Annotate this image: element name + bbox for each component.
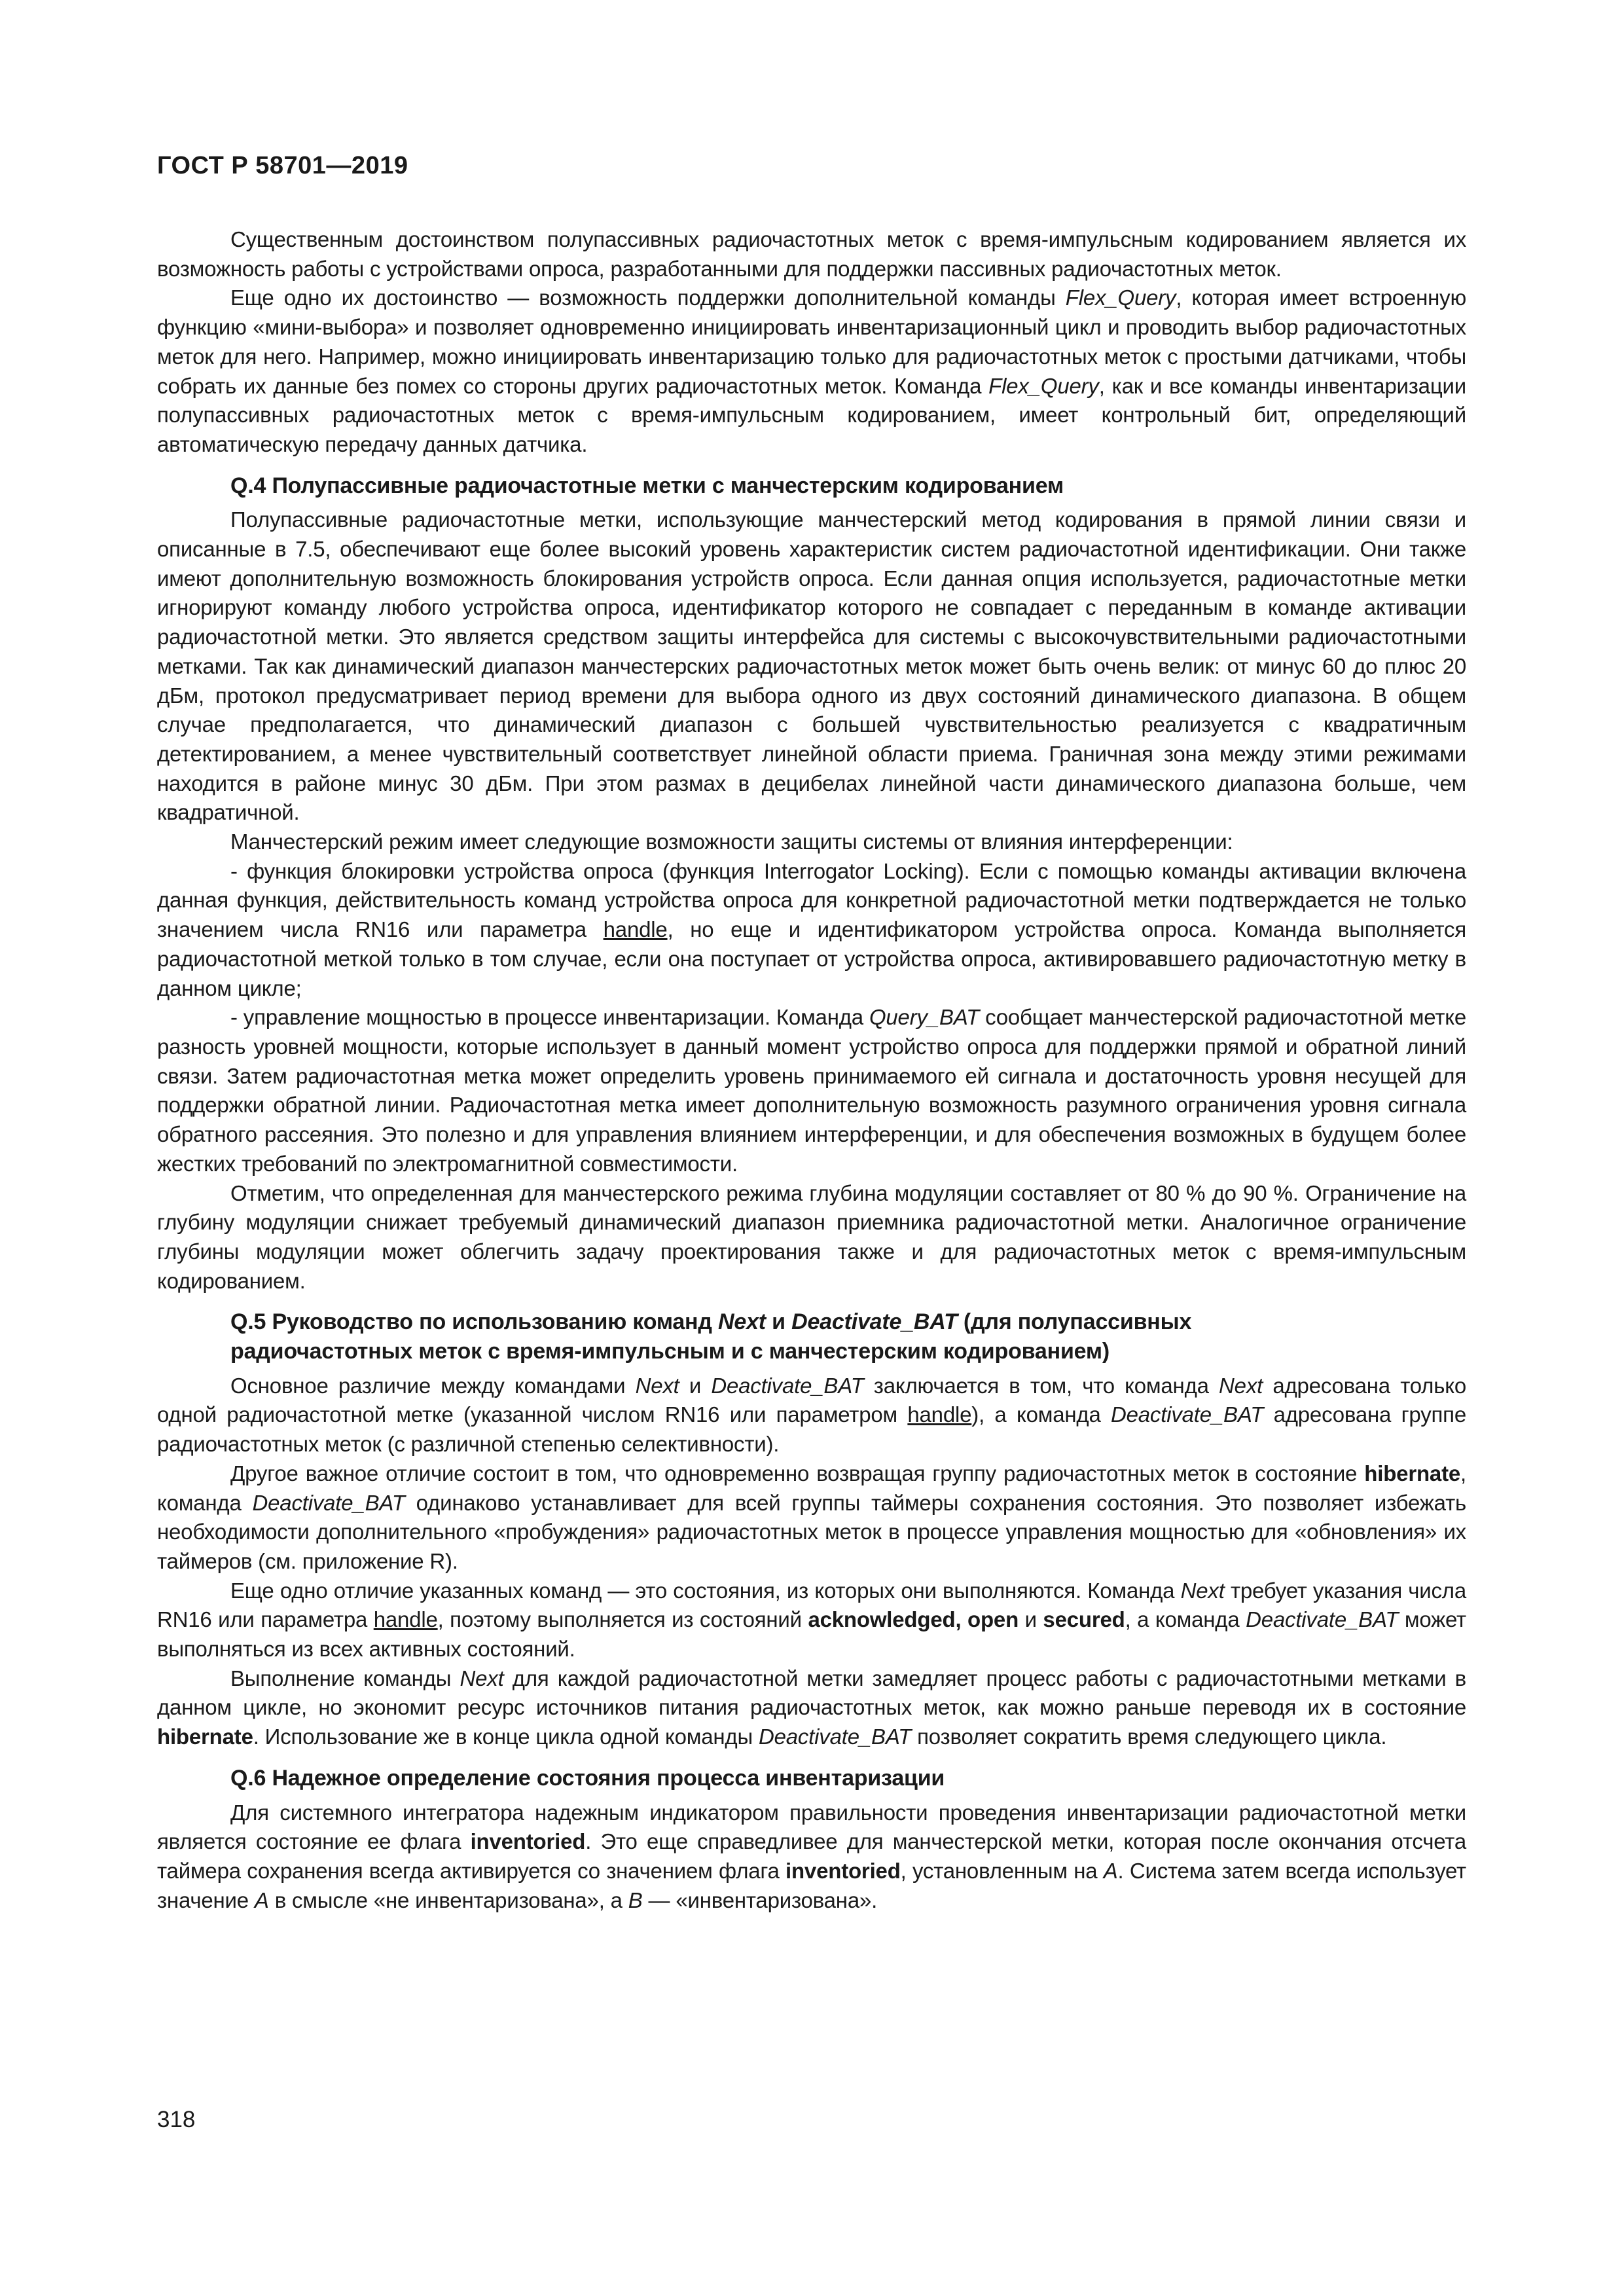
command-name: Deactivate_BAT — [1246, 1607, 1399, 1632]
state-name: secured — [1043, 1607, 1125, 1632]
flag-value: A — [254, 1887, 269, 1912]
paragraph: Для системного интегратора надежным индикатором правильности проведения инвентаризации радиочастотной метки является состояние ее флага inventoried. Это еще справедливее для манчестерской метки, которая после окончания отсчета таймера сохранения всегда активируется со значением флага inventoried, установленным на A. Система затем всегда использует значение A в смысле «не инвентаризована», а B — «инвентаризована». — [157, 1800, 1466, 1912]
paragraph: Манчестерский режим имеет следующие возможности защиты системы от влияния интерференции: — [230, 829, 1233, 854]
section-heading-q5: Q.5 Руководство по использованию команд Next и Deactivate_BAT (для полупассивных радиочастотных меток с время-импульсным и с манчестерским кодированием) — [230, 1309, 1192, 1364]
command-name: Deactivate_BAT — [758, 1724, 912, 1749]
paragraph: Другое важное отличие состоит в том, что одновременно возвращая группу радиочастотных меток в состояние hibernate, команда Deactivate_BAT одинаково устанавливает для всей группы таймеры сохранения состояния. Это позволяет избежать необходимости дополнительного «пробуждения» радиочастотных меток в процессе управления мощностью для «обновления» их таймеров (см. приложение R). — [157, 1461, 1466, 1573]
section-heading-q4: Q.4 Полупассивные радиочастотные метки с манчестерским кодированием — [230, 473, 1064, 498]
flag-value: B — [628, 1887, 643, 1912]
document-body — [157, 225, 1466, 1915]
command-name: Deactivate_BAT — [252, 1490, 405, 1515]
paragraph: Еще одно их достоинство — возможность поддержки дополнительной команды Flex_Query, которая имеет встроенную функцию «мини-выбора» и позволяет одновременно инициировать инвентаризационный цикл и проводить выбор радиочастотных меток для него. Например, можно инициировать инвентаризацию только для радиочастотных меток с простыми датчиками, чтобы собрать их данные без помех со стороны других радиочастотных меток. Команда Flex_Query, как и все команды инвентаризации полупассивных радиочастотных меток с время-импульсным кодированием, имеет контрольный бит, определяющий автоматическую передачу данных датчика. — [157, 285, 1466, 456]
param-name: handle — [907, 1402, 972, 1427]
command-name: Flex_Query — [988, 373, 1099, 398]
list-item: - функция блокировки устройства опроса (функция Interrogator Locking). Если с помощью команды активации включена данная функция, действительность команд устройства опроса для конкретной радиочастотной метки подтверждается не только значением числа RN16 или параметра handle, но еще и идентификатором устройства опроса. Команда выполняется радиочастотной меткой только в том случае, если она поступает от устройства опроса, активировавшего радиочастотную метку в данном цикле; — [157, 858, 1466, 1000]
paragraph: Основное различие между командами Next и Deactivate_BAT заключается в том, что команда Next адресована только одной радиочастотной метке (указанной числом RN16 или параметром handle), а команда Deactivate_BAT адресована группе радиочастотных меток (с различной степенью селективности). — [157, 1373, 1466, 1457]
list-item: - управление мощностью в процессе инвентаризации. Команда Query_BAT сообщает манчестерской радиочастотной метке разность уровней мощности, которые использует в данный момент устройство опроса для поддержки прямой и обратной линий связи. Затем радиочастотная метка может определить уровень принимаемого ей сигнала и достаточность уровня несущей для поддержки обратной линии. Радиочастотная метка имеет дополнительную возможность разумного ограничения уровня сигнала обратного рассеяния. Это полезно и для управления влиянием интерференции, и для обеспечения возможных в будущем более жестких требований по электромагнитной совместимости. — [157, 1005, 1467, 1176]
command-name: Query_BAT — [869, 1005, 980, 1030]
state-name: hibernate — [1364, 1461, 1461, 1485]
paragraph: Выполнение команды Next для каждой радиочастотной метки замедляет процесс работы с радиочастотными метками в данном цикле, но экономит ресурс источников питания радиочастотных меток, как можно раньше переводя их в состояние hibernate. Использование же в конце цикла одной команды Deactivate_BAT позволяет сократить время следующего цикла. — [157, 1666, 1466, 1749]
page-number: 318 — [157, 2107, 196, 2132]
state-name: acknowledged, open — [808, 1607, 1019, 1632]
paragraph: Существенным достоинством полупассивных радиочастотных меток с время-импульсным кодированием является их возможность работы с устройствами опроса, разработанными для поддержки пассивных радиочастотных меток. — [157, 227, 1466, 281]
command-name: Next — [1180, 1578, 1225, 1603]
param-name: handle — [373, 1607, 438, 1632]
section-heading-q6: Q.6 Надежное определение состояния процесса инвентаризации — [230, 1765, 945, 1791]
command-name: Next — [1219, 1373, 1263, 1398]
command-name: Deactivate_BAT — [1110, 1402, 1264, 1427]
command-name: Deactivate_BAT — [711, 1373, 864, 1398]
paragraph: Полупассивные радиочастотные метки, использующие манчестерский метод кодирования в прямой линии связи и описанные в 7.5, обеспечивают еще более высокий уровень характеристик систем радиочастотной идентификации. Они также имеют дополнительную возможность блокирования устройств опроса. Если данная опция используется, радиочастотные метки игнорируют команду любого устройства опроса, идентификатор которого не совпадает с переданным в команде активации радиочастотной метки. Это является средством защиты интерфейса для системы с высокочувствительными радиочастотными метками. Так как динамический диапазон манчестерских радиочастотных меток может быть очень велик: от минус 60 до плюс 20 дБм, протокол предусматривает период времени для выбора одного из двух состояний динамического диапазона. В общем случае предполагается, что динамический диапазон с большей чувствительностью реализуется с квадратичным детектированием, а менее чувствительный соответствует линейной области приема. Граничная зона между этими режимами находится в районе минус 30 дБм. При этом размах в децибелах линейной части динамического диапазона больше, чем квадратичной. — [157, 507, 1466, 825]
command-name: Next — [460, 1666, 504, 1690]
flag-value: A — [1103, 1858, 1118, 1883]
state-name: hibernate — [157, 1724, 253, 1749]
document-header: ГОСТ Р 58701—2019 — [157, 152, 408, 179]
command-name: Next — [635, 1373, 679, 1398]
flag-name: inventoried — [785, 1858, 901, 1883]
param-name: handle — [603, 917, 668, 942]
paragraph: Отметим, что определенная для манчестерского режима глубина модуляции составляет от 80 % до 90 %. Ограничение на глубину модуляции снижает требуемый динамический диапазон приемника радиочастотной метки. Аналогичное ограничение глубины модуляции может облегчить задачу проектирования также и для радиочастотных меток с время-импульсным кодированием. — [157, 1180, 1466, 1293]
flag-name: inventoried — [470, 1829, 586, 1854]
paragraph: Еще одно отличие указанных команд — это состояния, из которых они выполняются. Команда Next требует указания числа RN16 или параметра handle, поэтому выполняется из состояний acknowledged, open и secured, а команда Deactivate_BAT может выполняться из всех активных состояний. — [157, 1578, 1466, 1662]
command-name: Flex_Query — [1065, 285, 1176, 310]
